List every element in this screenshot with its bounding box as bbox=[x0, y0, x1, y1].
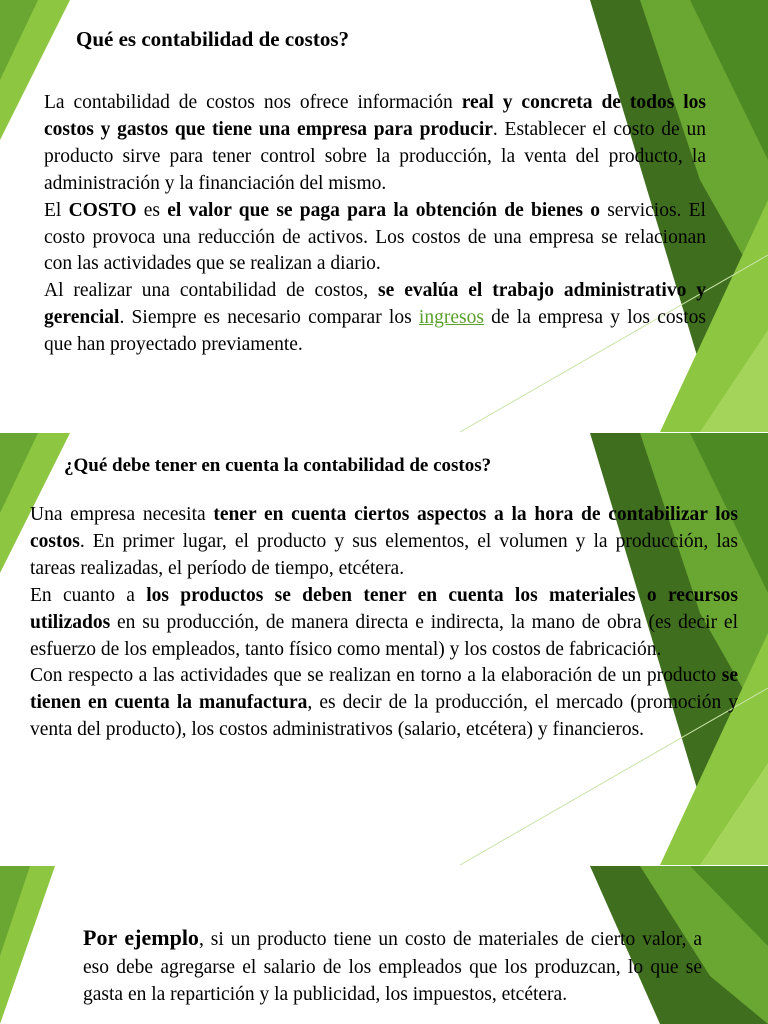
slide-1-body bbox=[44, 90, 706, 359]
slide-2-paragraph-2: En cuanto a los productos se deben tener en cuenta los materiales o recursos utilizados en su producción, de manera directa e indirecta, la mano de obra (es decir el esfuerzo de los empleados, tanto físico como mental) y los costos de fabricación. bbox=[30, 584, 738, 660]
slide-2 bbox=[0, 433, 768, 865]
slide-2-body bbox=[30, 502, 738, 744]
slide-1-title: Qué es contabilidad de costos? bbox=[76, 27, 350, 51]
slide-1-paragraph-1: La contabilidad de costos nos ofrece información real y concreta de todos los costos y gastos que tiene una empresa para producir. Establecer el costo de un producto sirve para tener control sobre la producción, la venta del producto, la administración y la financiación del mismo. bbox=[44, 92, 707, 194]
slide-2-title: ¿Qué debe tener en cuenta la contabilidad de costos? bbox=[64, 455, 492, 476]
slide-3-paragraph-1: Por ejemplo, si un producto tiene un costo de materiales de cierto valor, a eso debe agregarse el salario de los empleados que los produzcan, lo que se gasta en la repartición y la publicidad, los impuestos, etcétera. bbox=[83, 925, 702, 1005]
slide-1-paragraph-3: Al realizar una contabilidad de costos, se evalúa el trabajo administrativo y gerencial. Siempre es necesario comparar los ingresos de la empresa y los costos que han proyectado previamente. bbox=[44, 280, 707, 356]
ingresos-link[interactable]: ingresos bbox=[418, 307, 484, 329]
slide-3 bbox=[0, 866, 768, 1024]
slide-1 bbox=[0, 0, 768, 432]
slide-2-paragraph-1: Una empresa necesita tener en cuenta ciertos aspectos a la hora de contabilizar los costos. En primer lugar, el producto y sus elementos, el volumen y la producción, las tareas realizadas, el período de tiempo, etcétera. bbox=[30, 504, 739, 579]
slide-2-paragraph-3: Con respecto a las actividades que se realizan en torno a la elaboración de un producto se tienen en cuenta la manufactura, es decir de la producción, el mercado (promoción y venta del producto), los costos administrativos (salario, etcétera) y financieros. bbox=[30, 665, 739, 741]
slide-1-paragraph-2: El COSTO es el valor que se paga para la obtención de bienes o servicios. El costo provoca una reducción de activos. Los costos de una empresa se relacionan con las actividades que se realizan a diario. bbox=[44, 199, 706, 275]
slide-3-body bbox=[83, 924, 702, 1009]
